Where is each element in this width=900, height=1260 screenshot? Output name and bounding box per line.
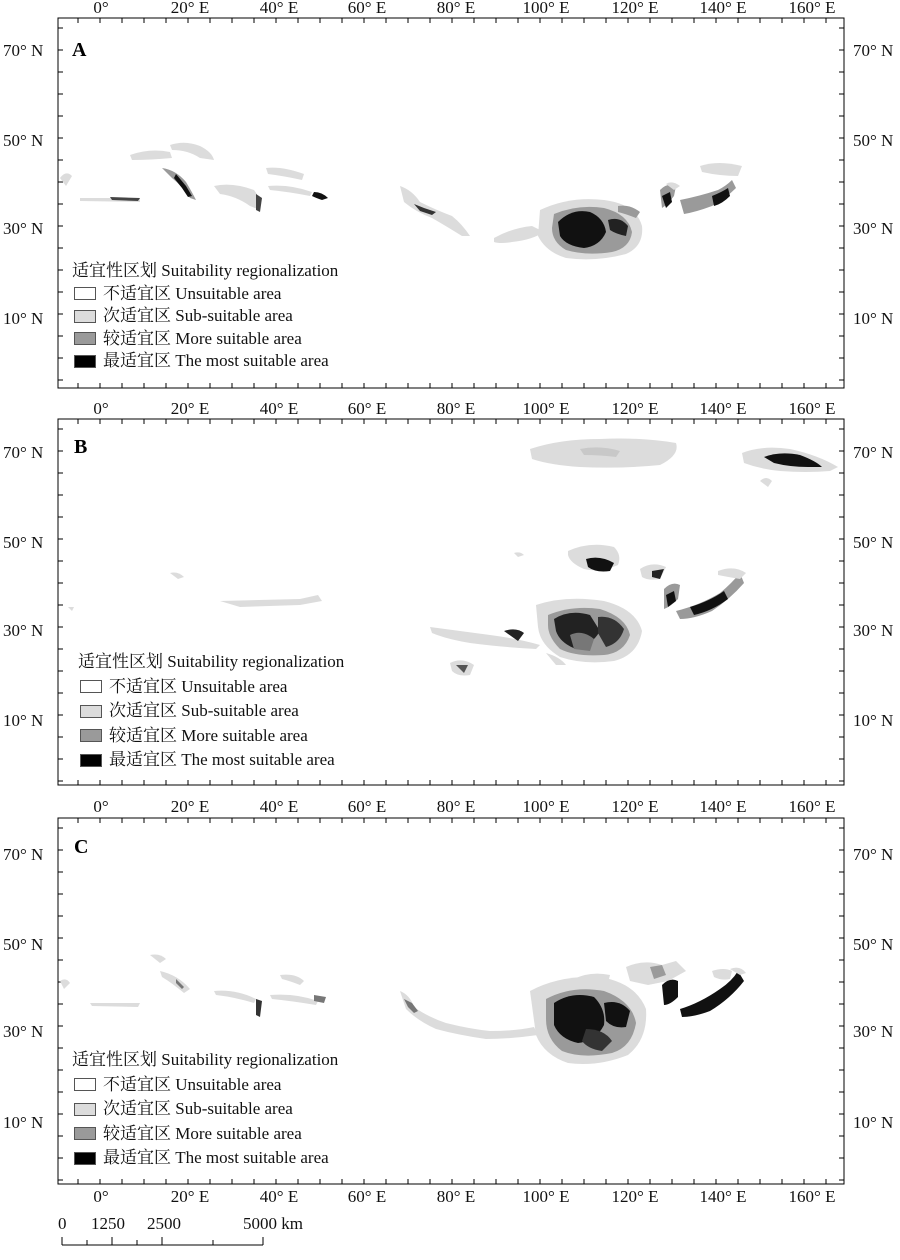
x-tick-label: 160° E bbox=[788, 0, 836, 17]
x-tick-label-bottom: 100° E bbox=[522, 1187, 570, 1206]
legend-label: 最适宜区 The most suitable area bbox=[103, 1148, 329, 1167]
x-tick-label: 80° E bbox=[436, 399, 476, 418]
map-panel-a bbox=[0, 0, 900, 395]
scale-bar-graphic bbox=[0, 1215, 420, 1255]
y-tick-label-left: 70° N bbox=[3, 443, 44, 462]
y-tick-label-left: 50° N bbox=[3, 935, 44, 954]
x-tick-label: 60° E bbox=[347, 797, 387, 816]
legend-item bbox=[72, 1097, 338, 1122]
legend-label: 较适宜区 More suitable area bbox=[103, 328, 302, 348]
x-tick-label: 100° E bbox=[522, 797, 570, 816]
y-tick-label-right: 70° N bbox=[853, 41, 894, 60]
y-tick-label-left: 50° N bbox=[3, 131, 44, 150]
legend bbox=[78, 650, 344, 773]
x-tick-label: 0° bbox=[93, 0, 109, 17]
y-tick-label-right: 10° N bbox=[853, 711, 894, 730]
y-tick-label-right: 50° N bbox=[853, 131, 894, 150]
legend-item bbox=[72, 1122, 338, 1147]
x-tick-label: 100° E bbox=[522, 0, 570, 17]
scale-label: 5000 km bbox=[243, 1215, 303, 1233]
x-tick-label: 40° E bbox=[259, 797, 299, 816]
legend-item bbox=[78, 699, 344, 724]
y-tick-label-right: 50° N bbox=[853, 533, 894, 552]
scale-label: 1250 bbox=[91, 1215, 125, 1233]
x-tick-label: 40° E bbox=[259, 399, 299, 418]
x-tick-label: 140° E bbox=[699, 797, 747, 816]
panel-label: B bbox=[74, 436, 88, 458]
scale-label: 2500 bbox=[147, 1215, 181, 1233]
legend-label: 不适宜区 Unsuitable area bbox=[109, 676, 288, 696]
legend-label: 最适宜区 The most suitable area bbox=[103, 351, 329, 370]
legend-item bbox=[72, 283, 338, 306]
legend-item bbox=[72, 350, 338, 373]
legend-swatch bbox=[74, 1152, 96, 1165]
y-tick-label-left: 50° N bbox=[3, 533, 44, 552]
legend-swatch bbox=[74, 1078, 96, 1091]
x-tick-label: 20° E bbox=[170, 797, 210, 816]
legend-label: 次适宜区 Sub-suitable area bbox=[109, 701, 299, 720]
x-tick-label-bottom: 140° E bbox=[699, 1187, 747, 1206]
x-tick-label: 80° E bbox=[436, 0, 476, 17]
x-tick-label-bottom: 0° bbox=[93, 1187, 109, 1206]
scale-bar bbox=[0, 1215, 420, 1255]
legend-swatch bbox=[80, 705, 102, 718]
x-tick-label: 0° bbox=[93, 797, 109, 816]
legend-label: 较适宜区 More suitable area bbox=[103, 1123, 302, 1143]
x-tick-label: 80° E bbox=[436, 797, 476, 816]
suitability-patches bbox=[60, 143, 742, 260]
x-tick-label: 160° E bbox=[788, 399, 836, 418]
legend-swatch bbox=[74, 1103, 96, 1116]
y-tick-label-left: 30° N bbox=[3, 621, 44, 640]
x-tick-label: 60° E bbox=[347, 399, 387, 418]
x-tick-label-bottom: 20° E bbox=[170, 1187, 210, 1206]
x-tick-label: 20° E bbox=[170, 0, 210, 17]
panel-label: C bbox=[74, 836, 89, 858]
legend bbox=[72, 1048, 338, 1171]
y-tick-label-right: 10° N bbox=[853, 309, 894, 328]
legend-swatch bbox=[80, 680, 102, 693]
y-tick-label-right: 10° N bbox=[853, 1113, 894, 1132]
x-tick-label: 120° E bbox=[611, 797, 659, 816]
legend-item bbox=[78, 724, 344, 749]
x-tick-label: 20° E bbox=[170, 399, 210, 418]
x-tick-label-bottom: 60° E bbox=[347, 1187, 387, 1206]
legend-title: 适宜性区划 Suitability regionalization bbox=[72, 1050, 339, 1069]
legend bbox=[72, 260, 338, 373]
x-tick-label: 140° E bbox=[699, 399, 747, 418]
legend-label: 次适宜区 Sub-suitable area bbox=[103, 306, 293, 325]
legend-label: 不适宜区 Unsuitable area bbox=[103, 1074, 282, 1094]
legend-swatch bbox=[80, 729, 102, 742]
suitability-patches bbox=[68, 439, 838, 676]
y-tick-label-right: 30° N bbox=[853, 621, 894, 640]
y-tick-label-left: 30° N bbox=[3, 219, 44, 238]
legend-label: 较适宜区 More suitable area bbox=[109, 725, 308, 745]
y-tick-label-right: 30° N bbox=[853, 1022, 894, 1041]
legend-swatch bbox=[80, 754, 102, 767]
y-tick-label-left: 70° N bbox=[3, 845, 44, 864]
y-tick-label-left: 10° N bbox=[3, 309, 44, 328]
x-tick-label: 140° E bbox=[699, 0, 747, 17]
legend-swatch bbox=[74, 1127, 96, 1140]
map-panel-c bbox=[0, 795, 900, 1215]
y-tick-label-right: 30° N bbox=[853, 219, 894, 238]
legend-label: 最适宜区 The most suitable area bbox=[109, 750, 335, 769]
legend-swatch bbox=[74, 310, 96, 323]
x-tick-label: 40° E bbox=[259, 0, 299, 17]
map-panel-b bbox=[0, 395, 900, 795]
legend-label: 次适宜区 Sub-suitable area bbox=[103, 1099, 293, 1118]
x-tick-label: 100° E bbox=[522, 399, 570, 418]
scale-label: 0 bbox=[58, 1215, 67, 1233]
x-tick-label: 120° E bbox=[611, 0, 659, 17]
x-tick-label-bottom: 40° E bbox=[259, 1187, 299, 1206]
x-tick-label: 0° bbox=[93, 399, 109, 418]
panel-label: A bbox=[72, 39, 87, 61]
x-tick-label-bottom: 160° E bbox=[788, 1187, 836, 1206]
legend-title: 适宜性区划 Suitability regionalization bbox=[72, 261, 339, 280]
x-tick-label: 160° E bbox=[788, 797, 836, 816]
legend-item bbox=[72, 328, 338, 351]
y-tick-label-left: 10° N bbox=[3, 711, 44, 730]
x-tick-label: 120° E bbox=[611, 399, 659, 418]
legend-swatch bbox=[74, 287, 96, 300]
y-tick-label-right: 50° N bbox=[853, 935, 894, 954]
x-tick-label-bottom: 120° E bbox=[611, 1187, 659, 1206]
y-tick-label-left: 30° N bbox=[3, 1022, 44, 1041]
legend-item bbox=[78, 675, 344, 700]
y-tick-label-left: 70° N bbox=[3, 41, 44, 60]
legend-item bbox=[72, 1146, 338, 1171]
legend-item bbox=[78, 748, 344, 773]
legend-swatch bbox=[74, 355, 96, 368]
x-tick-label-bottom: 80° E bbox=[436, 1187, 476, 1206]
legend-swatch bbox=[74, 332, 96, 345]
legend-label: 不适宜区 Unsuitable area bbox=[103, 283, 282, 303]
y-tick-label-right: 70° N bbox=[853, 443, 894, 462]
x-tick-label: 60° E bbox=[347, 0, 387, 17]
legend-item bbox=[72, 305, 338, 328]
legend-item bbox=[72, 1073, 338, 1098]
y-tick-label-right: 70° N bbox=[853, 845, 894, 864]
y-tick-label-left: 10° N bbox=[3, 1113, 44, 1132]
legend-title: 适宜性区划 Suitability regionalization bbox=[78, 652, 345, 671]
